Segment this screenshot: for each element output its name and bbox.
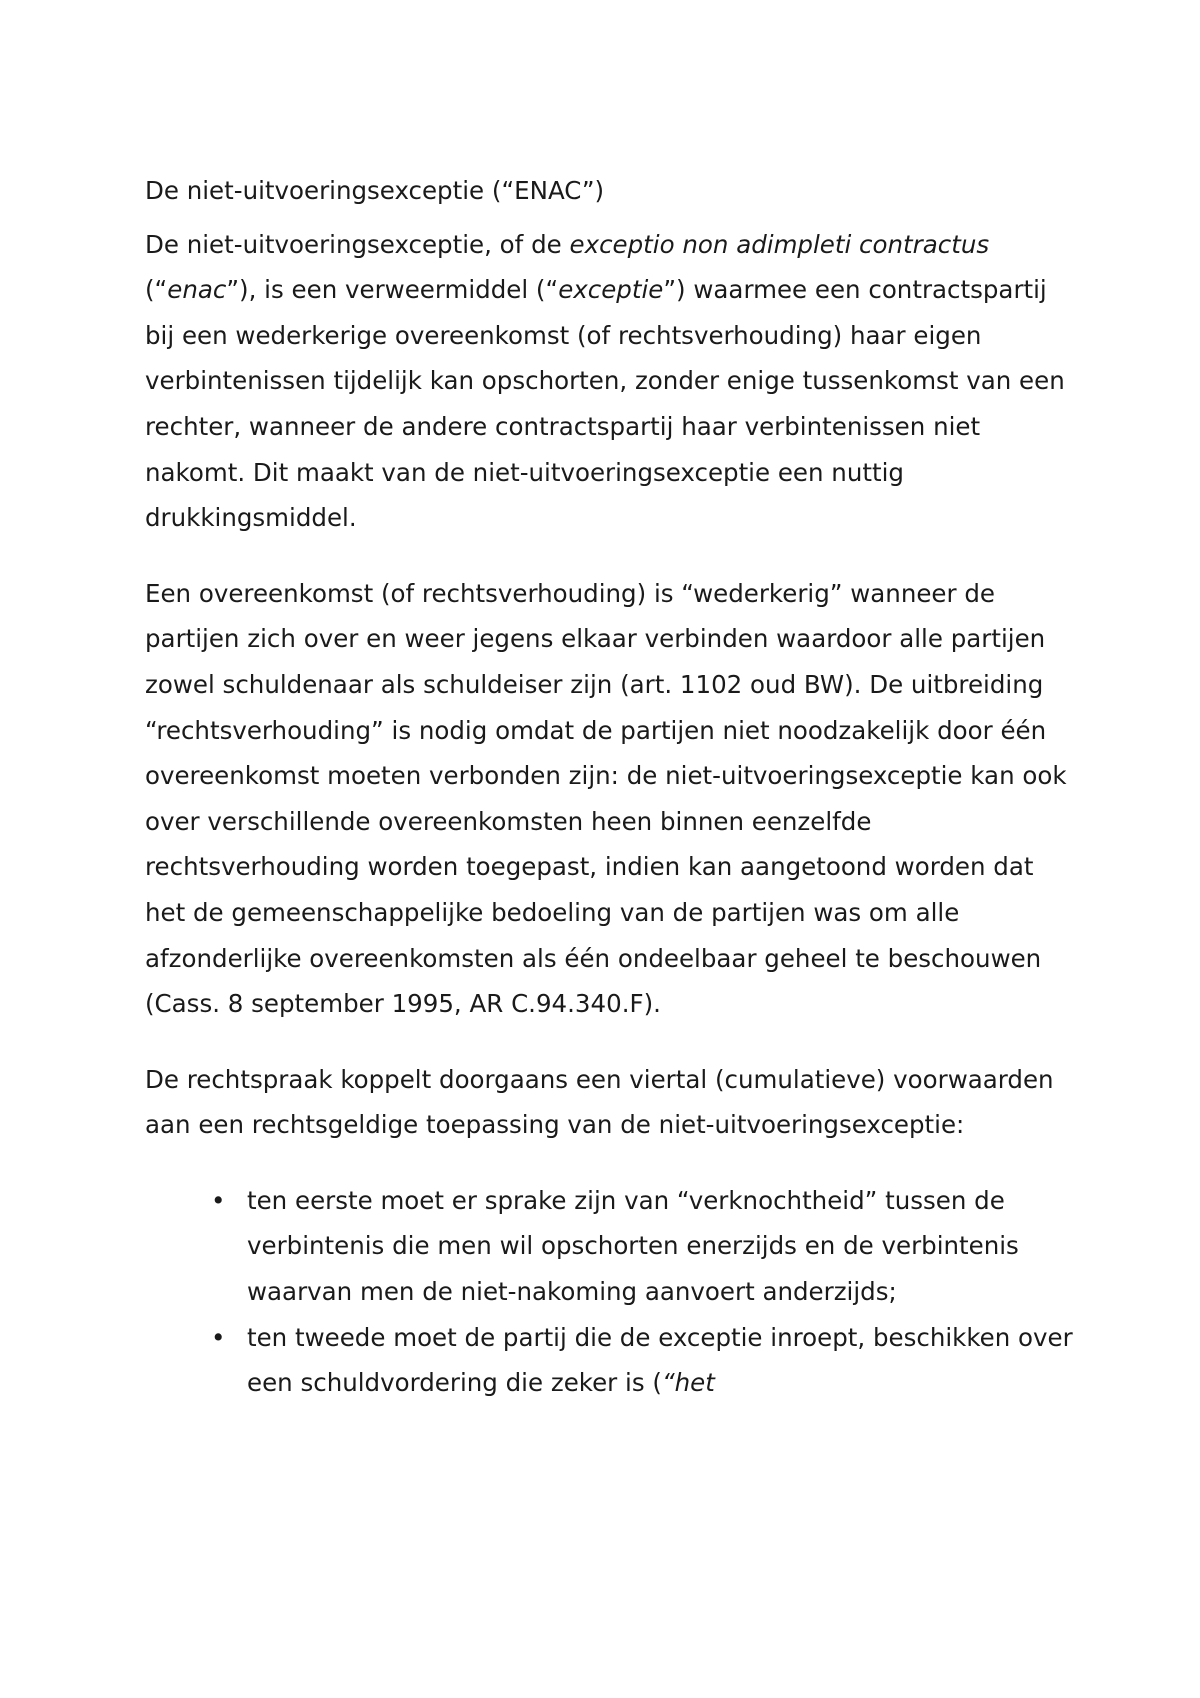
- paragraph-definition: [145, 222, 1075, 541]
- abbreviation-term: enac: [167, 275, 227, 305]
- bullet-icon: •: [211, 1322, 226, 1352]
- document-title: De niet-uitvoeringsexceptie (“ENAC”): [145, 176, 605, 205]
- list-item: [211, 1315, 1075, 1406]
- paragraph-text: De niet-uitvoeringsexceptie, of de: [145, 229, 570, 259]
- paragraph-text: ”), is een verweermiddel (“: [226, 275, 559, 305]
- document-page: [145, 168, 1075, 1406]
- paragraph-text: (“: [145, 275, 168, 305]
- conditions-list: [145, 1178, 1075, 1406]
- paragraph-wederkerig: Een overeenkomst (of rechtsverhouding) is “wederkerig” wanneer de partijen zich over en weer jegens elkaar verbinden waardoor alle partijen zowel schuldenaar als schuldeiser zijn (art. 1102 oud BW). De uitbreiding “rechtsverhouding” is nodig omdat de partijen niet noodzakelijk door één overeenkomst moeten verbonden zijn: de niet-uitvoeringsexceptie kan ook over verschillende overeenkomsten heen binnen eenzelfde rechtsverhouding worden toegepast, indien kan aangetoond worden dat het de gemeenschappelijke bedoeling van de partijen was om alle afzonderlijke overeenkomsten als één ondeelbaar geheel te beschouwen (Cass. 8 september 1995, AR C.94.340.F).: [145, 578, 1067, 1019]
- paragraph-conditions-intro: De rechtspraak koppelt doorgaans een viertal (cumulatieve) voorwaarden aan een rechtsgeldige toepassing van de niet-uitvoeringsexceptie:: [145, 1064, 1054, 1140]
- list-item-italic: “het: [661, 1368, 715, 1398]
- latin-term: exceptio non adimpleti contractus: [569, 229, 990, 259]
- bullet-icon: •: [211, 1185, 226, 1215]
- list-item-text: ten eerste moet er sprake zijn van “verknochtheid” tussen de verbintenis die men wil opschorten enerzijds en de verbintenis waarvan men de niet-nakoming aanvoert anderzijds;: [247, 1185, 1019, 1307]
- paragraph-text: ”) waarmee een contractspartij bij een wederkerige overeenkomst (of rechtsverhouding) haar eigen verbintenissen tijdelijk kan opschorten, zonder enige tussenkomst van een rechter, wanneer de andere contractspartij haar verbintenissen niet nakomt. Dit maakt van de niet-uitvoeringsexceptie een nuttig drukkingsmiddel.: [145, 275, 1065, 533]
- exceptie-term: exceptie: [558, 275, 664, 305]
- list-item: [211, 1178, 1075, 1315]
- list-item-text: ten tweede moet de partij die de exceptie inroept, beschikken over een schuldvordering die zeker is (: [247, 1322, 1073, 1398]
